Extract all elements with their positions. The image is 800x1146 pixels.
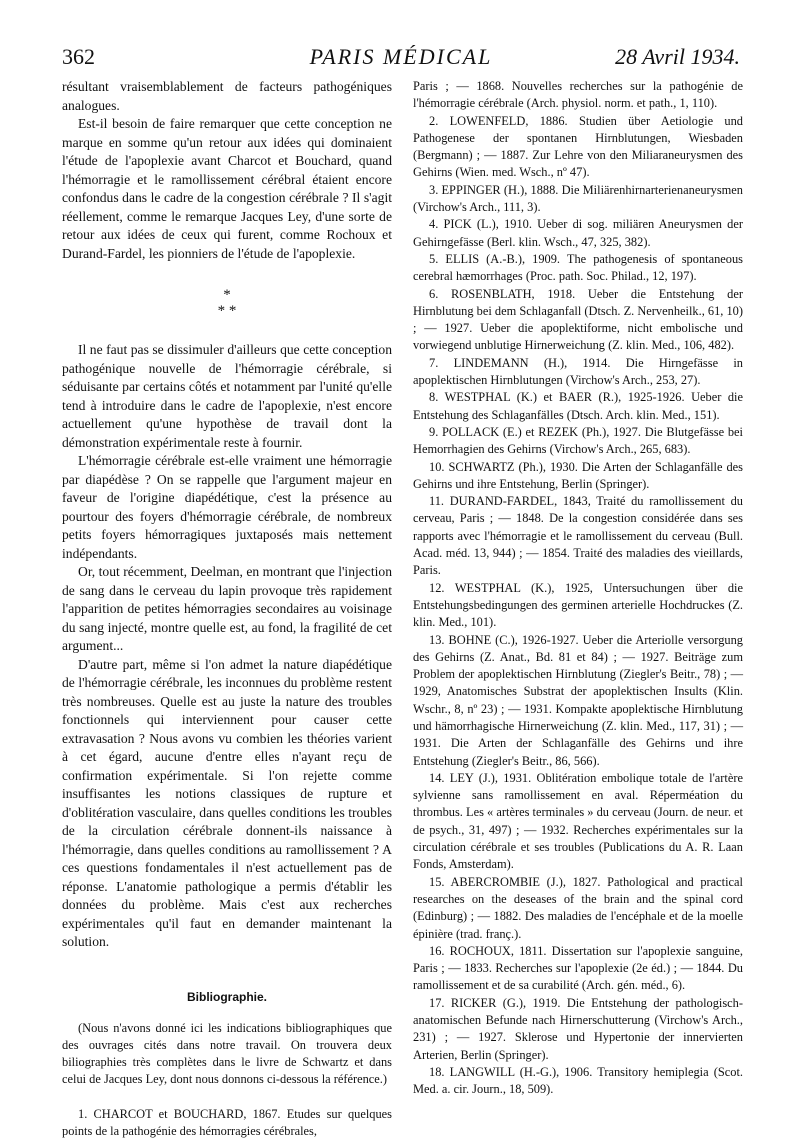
reference-item: 7. LINDEMANN (H.), 1914. Die Hirngefässe in apoplektischen Hirnblutungen (Virchow's Arch., 253, 27).: [413, 355, 743, 388]
paragraph: L'hémorragie cérébrale est-elle vraiment une hémorragie par diapédèse ? On se rappelle que l'argument majeur en faveur de l'origine diapédétique, c'est la présence au pourtour des foyers d'hémorragie cérébrale, de nombreux petits foyers hémorragiques juxtaposés mais nettement indépendants.: [62, 453, 392, 561]
paragraph: Il ne faut pas se dissimuler d'ailleurs que cette conception pathogénique nouvelle de l'hémorragie cérébrale, si séduisante par certains côtés et notamment par l'unité qu'elle tend à introduire dans le cadre de l'apoplexie, n'est encore actuellement qu'une hypothèse de travail dont la démonstration expérimentale reste à fournir.: [62, 342, 392, 450]
reference-item: 6. ROSENBLATH, 1918. Ueber die Entstehung der Hirnblutung bei dem Schlaganfall (Dtsch. Z. Nervenheilk., 61, 10) ; — 1927. Ueber die apoplektiforme, nicht embolische und vorwiegend unblutige Hirnerweichung (Z. klin. Med., 106, 482).: [413, 286, 743, 353]
reference-item: 5. ELLIS (A.-B.), 1909. The pathogenesis of spontaneous cerebral hæmorrhages (Proc. path. Soc. Philad., 12, 197).: [413, 251, 743, 284]
paragraph: D'autre part, même si l'on admet la nature diapédétique de l'hémorragie cérébrale, les inconnues du problème restent très nombreuses. Quelle est au juste la nature des troubles fonctionnels qui interviennent pour causer cette extravasation ? Nous avons vu combien les théories varient à cet égard, aucune d'entre elles n'ayant reçu de confirmation expérimentale. Si l'on rejette comme insuffisantes les notions classiques de rupture et d'oblitération vasculaire, dans quelles conditions les troubles de la circulation cérébrale donnent-ils naissance à l'hémorragie, dans quelles conditions au ramollissement ? A ces questions fondamentales il n'est actuellement pas de réponse. L'anatomie pathologique a permis d'établir les données du problème. Mais c'est aux recherches expérimentales qu'il faut en demander maintenant la solution.: [62, 656, 392, 949]
issue-date: 28 Avril 1934.: [615, 44, 740, 69]
reference-item: Paris ; — 1868. Nouvelles recherches sur la pathogénie de l'hémorragie cérébrale (Arch. physiol. norm. et path., 1, 110).: [413, 79, 743, 111]
bibliography-note: (Nous n'avons donné ici les indications bibliographiques que des ouvrages cités dans notre travail. On trouvera deux biliographies très complètes dans le livre de Schwartz et dans celui de Jacques Ley, dont nous donnons ci-dessous la référence.): [62, 1021, 392, 1086]
reference-item: 15. ABERCROMBIE (J.), 1827. Pathological and practical researches on the deseases of the brain and the spinal cord (Edinburg) ; — 1882. Des maladies de l'encéphale et de la moelle épinière (trad. franç.).: [413, 874, 743, 941]
reference-item: 11. DURAND-FARDEL, 1843, Traité du ramollissement du cerveau, Paris ; — 1848. De la congestion considérée dans ses rapports avec l'hémorragie et le ramollissement du cerveau (Bull. Acad. méd. 13, 944) ; — 1854. Traité des maladies des vieillards, Paris.: [413, 494, 743, 578]
reference-item: 16. ROCHOUX, 1811. Dissertation sur l'apoplexie sanguine, Paris ; — 1833. Recherches sur l'apoplexie (2e éd.) ; — 1844. Du ramollissement et de sa curabilité (Arch. gén. méd., 6).: [413, 943, 743, 993]
reference-item: 1. CHARCOT et BOUCHARD, 1867. Etudes sur quelques points de la pathogénie des hémorragies cérébrales,: [62, 1107, 392, 1139]
separator-star-top: *: [223, 287, 231, 303]
reference-item: 2. LOWENFELD, 1886. Studien über Aetiologie und Pathogenese der spontanen Hirnblutungen, Wiesbaden (Bergmann) ; — 1887. Zur Lehre von den Miliaraneurysmen des Gehirns (Wien. med. Wsch., nº 47).: [413, 113, 743, 180]
journal-title: PARIS MÉDICAL: [309, 44, 493, 69]
reference-item: 3. EPPINGER (H.), 1888. Die Miliärenhirnarterienaneurysmen (Virchow's Arch., 111, 3).: [413, 182, 743, 215]
reference-item: 8. WESTPHAL (K.) et BAER (R.), 1925-1926. Ueber die Entstehung des Schlaganfälles (Dtsch. Arch. klin. Med., 151).: [413, 390, 743, 422]
bibliography-heading: Bibliographie.: [186, 989, 267, 1004]
section-separator: [62, 287, 392, 319]
reference-item: 18. LANGWILL (H.-G.), 1906. Transitory hemiplegia (Scot. Med. a. cir. Journ., 18, 509).: [413, 1064, 743, 1097]
paragraph: Or, tout récemment, Deelman, en montrant que l'injection de sang dans le cerveau du lapin provoque très rapidement l'apparition de petites hémorragies secondaires au voisinage du sang injecté, montre quelle est, au fond, la fragilité de cet argument...: [62, 564, 392, 653]
reference-item: 10. SCHWARTZ (Ph.), 1930. Die Arten der Schlaganfälle des Gehirns und ihre Entstehung, Berlin (Springer).: [413, 459, 743, 491]
reference-item: 14. LEY (J.), 1931. Oblitération embolique totale de l'artère sylvienne sans ramollissement en aval. Réperméation du thrombus. Les « artères terminales » du cerveau (Journ. de neur. et de psych., 31, 497) ; — 1932. Recherches expérimentales sur la circulation cérébrale et ses troubles (Publications du A. R. Laan Fonds, Amsterdam).: [413, 770, 743, 872]
right-column: [413, 78, 743, 1099]
reference-item: 13. BOHNE (C.), 1926-1927. Ueber die Arteriolle versorgung des Gehirns (Z. Anat., Bd. 81 et 84) ; — 1927. Beiträge zum Problem der apoplektischen Hirnblutung (Ziegler's Beitr., 78) ; — 1929, Anatomisches Substrat der apoplektischen Insults (Klin. Wschr., 8, nº 23) ; — 1931. Kompakte apoplektische Hirnblutung und hämorrhagische Hirnerweichung (Z. klin. Med., 117, 31) ; — 1931. Die Arten der Schlaganfälle des Gehirns und ihre Entstehung (Ziegler's Beitr., 86, 566).: [413, 632, 743, 768]
page-number: 362: [62, 44, 95, 69]
paragraph: Est-il besoin de faire remarquer que cette conception ne marque en somme qu'un retour aux idées qui dominaient l'étude de l'apoplexie avant Charcot et Bouchard, quand l'hémorragie et le ramollissement cérébral étaient encore confondus dans le cadre de la congestion cérébrale ? Il s'agit réellement, comme le remarque Jacques Ley, d'une sorte de retour aux idées de ceux qui furent, comme Rochoux et Durand-Fardel, les pionniers de l'étude de l'apoplexie.: [62, 116, 392, 261]
reference-item: 4. PICK (L.), 1910. Ueber di sog. miliären Aneurysmen der Gehirngefässe (Berl. klin. Wsch., 47, 325, 382).: [413, 217, 743, 249]
left-column: [62, 78, 392, 1141]
reference-item: 9. POLLACK (E.) et REZEK (Ph.), 1927. Die Blutgefässe bei Hemorrhagien des Gehirns (Virchow's Arch., 265, 683).: [413, 424, 743, 457]
page-header: [62, 44, 740, 74]
reference-item: 12. WESTPHAL (K.), 1925, Untersuchungen über die Entstehungsbedingungen des germinen arterielle Hochdruckes (Z. klin. Med., 101).: [413, 580, 743, 630]
reference-item: 17. RICKER (G.), 1919. Die Entstehung der pathologisch-anatomischen Befunde nach Hirnerschutterung (Virchow's Arch., 231) ; — 1927. Sklerose und Hypertonie der innervierten Arterien, Berlin (Springer).: [413, 995, 743, 1062]
separator-stars-bottom: * *: [217, 303, 237, 319]
paragraph: résultant vraisemblablement de facteurs pathogéniques analogues.: [62, 79, 392, 113]
